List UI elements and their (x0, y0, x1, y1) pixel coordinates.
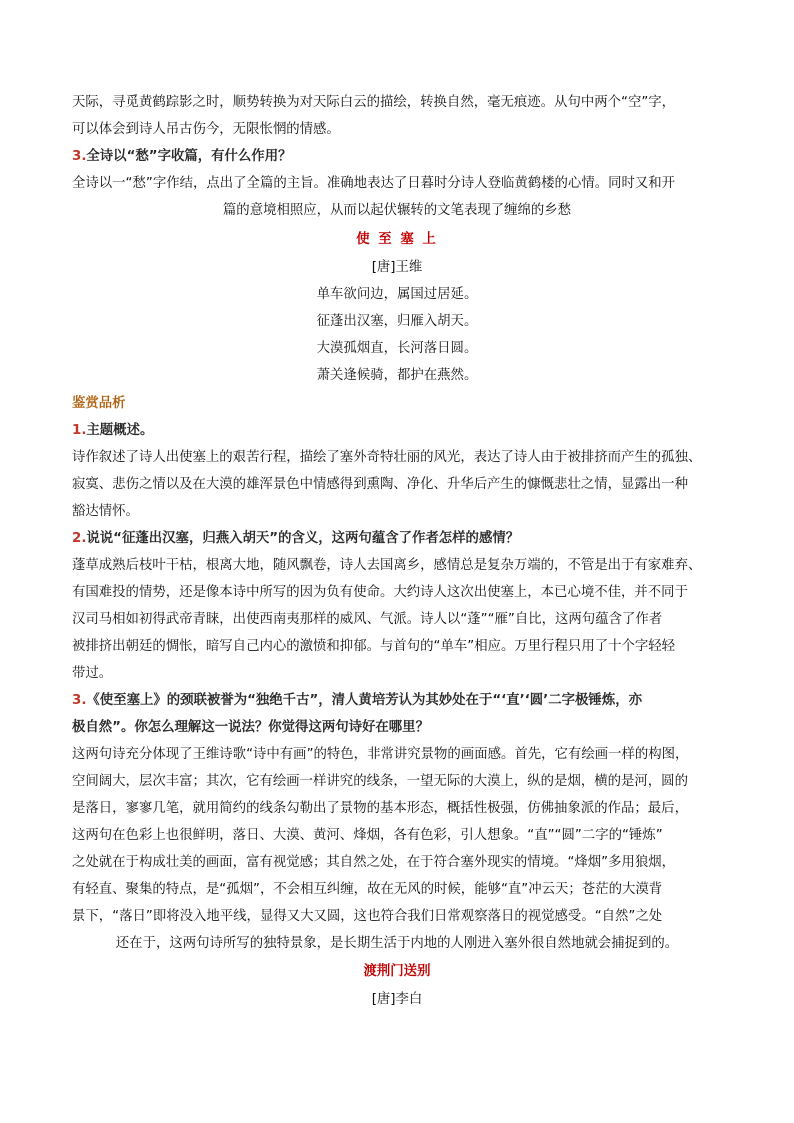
question-heading (72, 692, 642, 710)
answer-line: 还在于，这两句诗所写的独特景象，是长期生活于内地的人刚进入塞外很自然地就会捕捉到的。 (115, 936, 679, 951)
question-text: 说说“征蓬出汉塞，归燕入胡天”的含义，这两句蕴含了作者怎样的感情？ (86, 531, 520, 546)
answer-line: 有轻直、聚集的特点，是“孤烟”，不会相互纠缠，故在无风的时候，能够“直”冲云天；苍茫的大漠背 (72, 882, 663, 897)
question-heading (72, 422, 153, 440)
paragraph-line: 可以体会到诗人吊古伤今，无限怅惘的情感。 (72, 122, 340, 137)
answer-line: 篇的意境相照应，从而以起伏辗转的文笔表现了缠绵的乡愁 (222, 203, 572, 218)
answer-line: 诗作叙述了诗人出使塞上的艰苦行程，描绘了塞外奇特壮丽的风光，表达了诗人由于被排挤而产生的孤独、 (72, 450, 702, 465)
answer-line: 空间阔大，层次丰富；其次，它有绘画一样讲究的线条，一望无际的大漠上，纵的是烟，横的是河，圆的 (72, 774, 688, 789)
poem-line: 萧关逢候骑，都护在燕然。 (316, 368, 478, 383)
question-heading (72, 530, 519, 548)
question-heading (72, 148, 291, 166)
poem-line: 征蓬出汉塞，归雁入胡天。 (316, 314, 478, 329)
answer-line: 有国难投的情势，还是像本诗中所写的因为负有使命。大约诗人这次出使塞上，本已心境不佳，并不同于 (72, 585, 688, 600)
answer-line: 豁达情怀。 (72, 504, 139, 519)
poem-author: [唐]李白 (371, 992, 423, 1007)
question-number: 3. (72, 693, 87, 708)
answer-line: 蓬草成熟后枝叶干枯，根离大地，随风飘卷，诗人去国离乡，感情总是复杂万端的，不管是出于有家难弃、 (72, 558, 702, 573)
answer-line: 带过。 (72, 666, 113, 681)
question-text: 《使至塞上》的颈联被誉为“独绝千古”，清人黄培芳认为其妙处在于“‘直’‘圆’二字极锤炼，亦 (86, 693, 642, 708)
answer-line: 寂寞、悲伤之情以及在大漠的雄浑景色中情感得到熏陶、净化、升华后产生的慷慨悲壮之情，显露出一种 (72, 477, 688, 492)
question-number: 2. (72, 531, 87, 546)
question-number: 1. (72, 423, 87, 438)
section-heading: 鉴赏品析 (72, 396, 126, 411)
answer-line: 汉司马相如初得武帝青睐，出使西南夷那样的威风、气派。诗人以“蓬”“雁”自比，这两句蕴含了作者 (72, 612, 663, 627)
question-text: 全诗以“愁”字收篇，有什么作用？ (86, 149, 292, 164)
paragraph-line: 天际，寻觅黄鹤踪影之时，顺势转换为对天际白云的描绘，转换自然，毫无痕迹。从句中两个“空”字， (72, 95, 676, 110)
answer-line: 是落日，寥寥几笔，就用简约的线条勾勒出了景物的基本形态，概括性极强，仿佛抽象派的作品；最后， (72, 801, 688, 816)
poem-line: 大漠孤烟直，长河落日圆。 (316, 341, 478, 356)
poem-title: 使 至 塞 上 (356, 232, 438, 247)
question-number: 3. (72, 149, 87, 164)
answer-line: 这两句诗充分体现了王维诗歌“诗中有画”的特色，非常讲究景物的画面感。首先，它有绘画一样的构图， (72, 747, 689, 762)
answer-line: 这两句在色彩上也很鲜明，落日、大漠、黄河、烽烟，各有色彩，引人想象。“直”“圆”二字的“锤炼” (72, 828, 663, 843)
answer-line: 景下，“落日”即将没入地平线，显得又大又圆，这也符合我们日常观察落日的视觉感受。“自然”之处 (72, 909, 663, 924)
answer-line: 全诗以一“愁”字作结，点出了全篇的主旨。准确地表达了日暮时分诗人登临黄鹤楼的心情。同时又和开 (72, 176, 676, 191)
poem-title: 渡荆门送别 (363, 964, 431, 979)
question-text: 主题概述。 (86, 423, 154, 438)
poem-author: [唐]王维 (371, 260, 423, 275)
answer-line: 之处就在于构成壮美的画面，富有视觉感；其自然之处，在于符合塞外现实的情境。“烽烟”多用狼烟， (72, 855, 676, 870)
question-text-continued: 极自然”。你怎么理解这一说法？你觉得这两句诗好在哪里？ (72, 720, 429, 735)
poem-line: 单车欲问边，属国过居延。 (316, 287, 478, 302)
answer-line: 被排挤出朝廷的惆怅，暗写自己内心的激愤和抑郁。与首句的“单车”相应。万里行程只用了十个字轻轻 (72, 639, 676, 654)
